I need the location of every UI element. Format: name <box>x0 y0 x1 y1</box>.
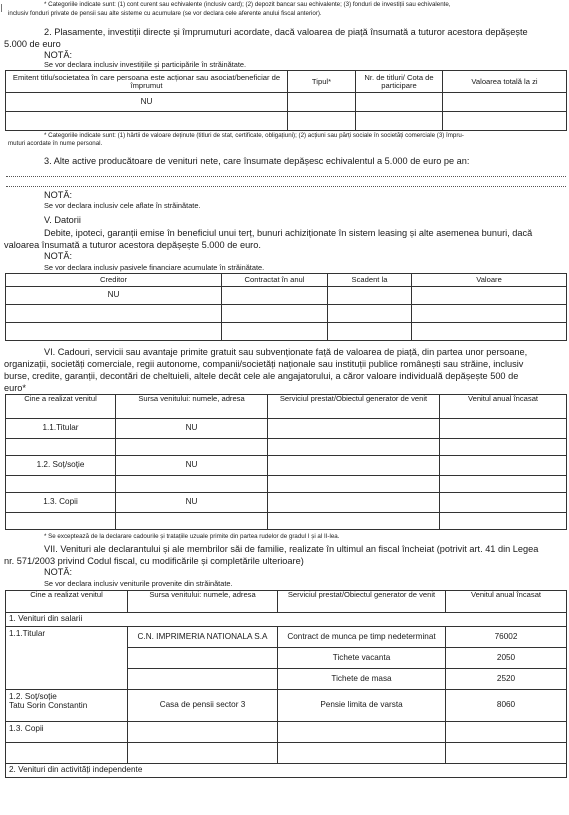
section3-note: Se vor declara inclusiv cele aflate în străinătate. <box>44 201 201 210</box>
table-row <box>6 764 567 778</box>
amount-cell: 8060 <box>446 690 567 722</box>
amount-cell: 76002 <box>446 627 567 648</box>
table-row <box>6 456 567 476</box>
section3-nota: NOTĂ: <box>44 190 73 200</box>
section7-text-line2: nr. 571/2003 privind Codul fiscal, cu modificările și completările ulterioare) <box>4 556 304 566</box>
section2-note: Se vor declara inclusiv investițiile și participările în străinătate. <box>44 60 247 69</box>
section2-footnote-line2: muturi acordate în nume personal. <box>8 140 103 147</box>
col-header-issuer: Emitent titlu/societatea în care persoana este acționar sau asociat/beneficiar de împrumut <box>6 71 288 93</box>
table-row <box>6 476 567 493</box>
table-row <box>6 493 567 513</box>
section5-note: Se vor declara inclusiv pasivele financiare acumulate în străinătate. <box>44 263 265 272</box>
section6-footnote: * Se exceptează de la declarare cadourile și tratațiile uzuale primite din partea rudelor de gradul I și al II-lea. <box>44 533 340 540</box>
col-header-who: Cine a realizat venitul <box>6 395 116 419</box>
table-row <box>6 93 567 112</box>
section2-footnote-line1: * Categoriile indicate sunt: (1) hârtii de valoare deținute (titluri de stat, certificate, obligațiuni); (2) acțiuni sau părți sociale în societăți comerciale (3) împru- <box>44 132 464 139</box>
gifts-table <box>5 394 567 530</box>
col-header-service: Serviciul prestat/Obiectul generator de venit <box>268 395 440 419</box>
section2-heading-line2: 5.000 de euro <box>4 39 61 49</box>
dotted-line <box>6 186 566 187</box>
who-cell <box>6 690 128 722</box>
col-header-share-count: Nr. de titluri/ Cota de participare <box>356 71 443 93</box>
table-row <box>6 613 567 627</box>
section5-text-line2: valoarea însumată a tuturor acestora depășește 5.000 de euro. <box>4 240 261 250</box>
section5-title: V. Datorii <box>44 215 81 225</box>
section2-heading-line1: 2. Plasamente, investiții directe și împrumuturi acordate, dacă valoarea de piață însumată a tuturor acestora depășește <box>44 27 528 37</box>
income-table <box>5 590 567 778</box>
table-row <box>6 112 567 131</box>
section5-text-line1: Debite, ipoteci, garanții emise în beneficiul unui terț, bunuri achiziționate în sistem leasing și alte asemenea bunuri, dacă <box>44 228 533 238</box>
col-header-type: Tipul* <box>288 71 356 93</box>
source-cell: NU <box>116 419 268 439</box>
col-header-contracted-year: Contractat în anul <box>222 274 328 287</box>
service-cell: Tichete de masa <box>278 669 446 690</box>
section7-nota: NOTĂ: <box>44 567 73 577</box>
service-cell: Contract de munca pe timp nedeterminat <box>278 627 446 648</box>
table-row <box>6 722 567 743</box>
col-header-due-date: Scadent la <box>328 274 412 287</box>
issuer-cell: NU <box>6 93 288 112</box>
section7-text-line1: VII. Venituri ale declarantului și ale membrilor săi de familie, realizate în ultimul an fiscal încheiat (potrivit art. 41 din Legea <box>44 544 539 554</box>
table-row <box>6 627 567 648</box>
col-header-annual-income: Venitul anual încasat <box>446 591 567 613</box>
col-header-creditor: Creditor <box>6 274 222 287</box>
source-cell: NU <box>116 493 268 513</box>
spouse-label: 1.2. Soț/soție <box>9 692 57 701</box>
table-row <box>6 287 567 305</box>
table-row <box>6 419 567 439</box>
section6-text-line1: VI. Cadouri, servicii sau avantaje primite gratuit sau subvenționate față de valoarea de piață, din partea unor persoane, <box>44 347 528 357</box>
source-cell: Casa de pensii sector 3 <box>128 690 278 722</box>
table-row <box>6 513 567 530</box>
who-cell: 1.2. Soț/soție <box>6 456 116 476</box>
margin-mark <box>1 4 6 12</box>
who-cell: 1.3. Copii <box>6 493 116 513</box>
section2-nota: NOTĂ: <box>44 50 73 60</box>
col-header-annual-income: Venitul anual încasat <box>440 395 567 419</box>
table-row <box>6 690 567 722</box>
service-cell: Pensie limita de varsta <box>278 690 446 722</box>
creditor-cell: NU <box>6 287 222 305</box>
who-cell: 1.3. Copii <box>6 722 128 743</box>
source-cell: C.N. IMPRIMERIA NATIONALA S.A <box>128 627 278 648</box>
section6-text-line2: organizații, societăți comerciale, regii autonome, companii/societăți naționale sau instituții publice românești sau străine, inclusiv <box>4 359 524 369</box>
section3-heading: 3. Alte active producătoare de venituri nete, care însumate depășesc echivalentul a 5.000 de euro pe an: <box>44 156 470 166</box>
category-independent: 2. Venituri din activități independente <box>6 764 567 778</box>
amount-cell: 2050 <box>446 648 567 669</box>
amount-cell: 2520 <box>446 669 567 690</box>
who-cell: 1.1.Titular <box>6 627 128 690</box>
top-footnote-line1: * Categoriile indicate sunt: (1) cont curent sau echivalente (inclusiv card); (2) depozit bancar sau echivalente; (3) fonduri de investiții sau echivalente, <box>44 1 451 8</box>
table-row <box>6 743 567 764</box>
section7-note: Se vor declara inclusiv veniturile provenite din străinătate. <box>44 579 233 588</box>
table-row <box>6 439 567 456</box>
col-header-source: Sursa venitului: numele, adresa <box>116 395 268 419</box>
col-header-total-value: Valoarea totală la zi <box>443 71 567 93</box>
col-header-value: Valoare <box>412 274 567 287</box>
debts-table <box>5 273 567 341</box>
table-row <box>6 323 567 341</box>
who-cell: 1.1.Titular <box>6 419 116 439</box>
table-row <box>6 305 567 323</box>
category-salaries: 1. Venituri din salarii <box>6 613 567 627</box>
source-cell: NU <box>116 456 268 476</box>
col-header-who: Cine a realizat venitul <box>6 591 128 613</box>
section6-text-line4: euro* <box>4 383 26 393</box>
dotted-line <box>6 176 566 177</box>
service-cell: Tichete vacanta <box>278 648 446 669</box>
col-header-source: Sursa venitului: numele, adresa <box>128 591 278 613</box>
section5-nota: NOTĂ: <box>44 251 73 261</box>
col-header-service: Serviciul prestat/Obiectul generator de venit <box>278 591 446 613</box>
section6-text-line3: burse, credite, garanții, decontări de cheltuieli, altele decât cele ale angajatorului, a căror valoare individuală depășește 500 de <box>4 371 519 381</box>
spouse-name: Tatu Sorin Constantin <box>9 700 88 710</box>
investments-table <box>5 70 567 131</box>
top-footnote-line2: inclusiv fonduri private de pensii sau alte sisteme cu acumulare (se vor declara cele aferente anului fiscal anterior). <box>8 10 322 17</box>
